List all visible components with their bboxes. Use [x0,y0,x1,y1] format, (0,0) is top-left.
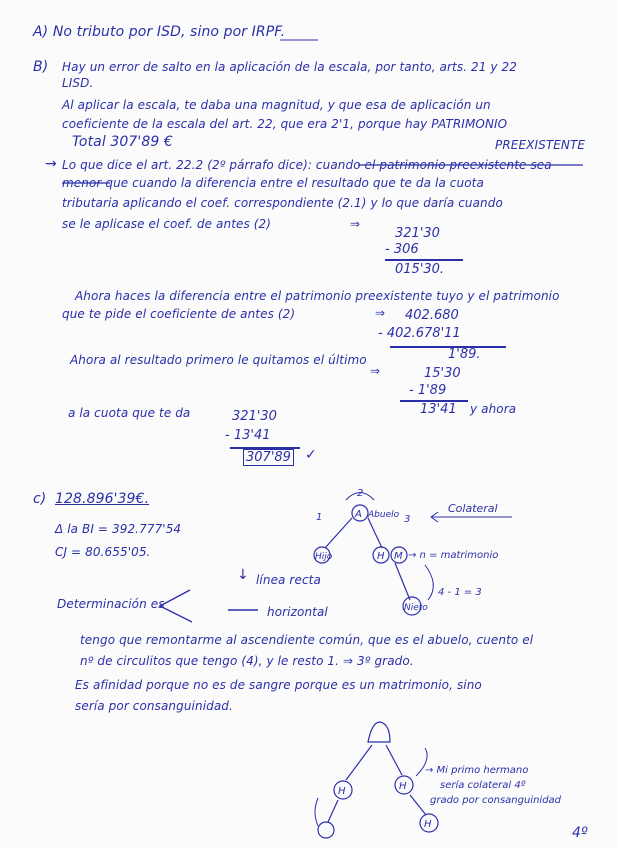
section-b-line-8: menor que cuando la diferencia entre el resultado que te da la cuota [62,176,484,190]
calc2-r: 1'89. [448,347,481,362]
section-b-label: B) [33,59,49,75]
node-h-label: H [377,551,385,562]
tree1-right-num: 3 [404,514,411,525]
section-c-bi: Δ la BI = 392.777'54 [55,522,182,536]
calc4-r-boxed: 307'89 [243,449,294,466]
bracket-icon [160,590,192,622]
section-b-line-3: Al aplicar la escala, te daba una magnitud, y que esa de aplicación un [62,98,491,112]
node-root [368,722,390,742]
calc3-b: - 1'89 [409,383,447,398]
section-b-line-12: que te pide el coeficiente de antes (2) [62,307,296,321]
total-line: Total 307'89 € [72,134,173,150]
calc4-b: - 13'41 [225,428,271,443]
nieto-label: Nieto [404,603,428,613]
section-b-line-13: Ahora al resultado primero le quitamos el último [70,353,367,367]
section-a-label: A) [33,24,49,40]
section-a-text: No tributo por ISD, sino por IRPF. [52,24,286,40]
checkmark-icon: ✓ [305,447,317,463]
node-h-right-label: H [399,781,407,792]
section-b-line-4: coeficiente de la escala del art. 22, que era 2'1, porque hay PATRIMONIO [62,117,508,131]
implies-1: ⇒ [350,217,361,231]
arrow-marker: → [45,156,57,172]
para1-line-2: nº de circulitos que tengo (4), y le resto 1. ⇒ 3º grado. [80,654,414,668]
node-h-left-label: H [338,786,346,797]
section-b-line-15: y ahora [470,402,517,416]
calc2-a: 402.680 [405,308,459,323]
calc1-r: 015'30. [395,262,445,277]
section-b-line-5: PREEXISTENTE [495,138,586,152]
section-c-cj: CJ = 80.655'05. [55,545,151,559]
calc3-r: 13'41 [420,402,457,417]
tree1-calc: 4 - 1 = 3 [438,587,482,598]
abuelo-label: Abuelo [368,510,400,520]
calc1-b: - 306 [385,242,419,257]
section-b-line-9: tributaria aplicando el coef. correspondiente (2.1) y lo que daría cuando [62,196,503,210]
section-b-line-7: Lo que dice el art. 22.2 (2º párrafo dice): cuando el patrimonio preexistente sea [62,158,552,172]
section-c-amount: 128.896'39€. [55,491,150,507]
calc4-a: 321'30 [232,409,277,424]
colateral-label: Colateral [448,502,498,515]
section-b-line-11: Ahora haces la diferencia entre el patrimonio preexistente tuyo y el patrimonio [75,289,560,303]
tree1-top-num: 2 [357,488,364,499]
matrimonio-label: → n = matrimonio [408,550,499,561]
linea-recta: línea recta [256,573,321,587]
node-bottom-right-label: H [424,819,432,830]
family-tree-1 [314,488,512,615]
para1-line-1: tengo que remontarme al ascendiente común, que es el abuelo, cuento el [80,633,534,647]
para1-line-4: sería por consanguinidad. [75,699,233,713]
calc1-a: 321'30 [395,226,440,241]
hijo-label: Hijo [315,552,333,562]
determinacion: Determinación es [57,597,165,611]
implies-2: ⇒ [375,306,386,320]
family-tree-2 [315,722,562,838]
node-bottom-left [318,822,334,838]
calc3-a: 15'30 [424,366,461,381]
section-c-label: c) [33,491,47,507]
tree2-note-1: → Mi primo hermano [425,765,529,776]
section-b-line-2: LISD. [62,76,94,90]
tree2-note-3: grado por consanguinidad [430,795,562,806]
section-b-line-10: se le aplicase el coef. de antes (2) [62,217,272,231]
node-m-label: M [394,551,403,562]
implies-3: ⇒ [370,364,381,378]
horizontal-label: horizontal [267,605,328,619]
down-arrow-icon: ↓ [237,567,249,583]
node-abuelo-a: A [355,509,362,520]
tree2-note-2: sería colateral 4º [440,780,526,791]
section-b-line-14: a la cuota que te da [68,406,191,420]
page-number: 4º [572,825,588,841]
tree1-left-num: 1 [316,512,323,523]
section-b-line-1: Hay un error de salto en la aplicación de la escala, por tanto, arts. 21 y 22 [62,60,517,74]
calc2-b: - 402.678'11 [378,326,461,341]
para1-line-3: Es afinidad porque no es de sangre porque es un matrimonio, sino [75,678,482,692]
